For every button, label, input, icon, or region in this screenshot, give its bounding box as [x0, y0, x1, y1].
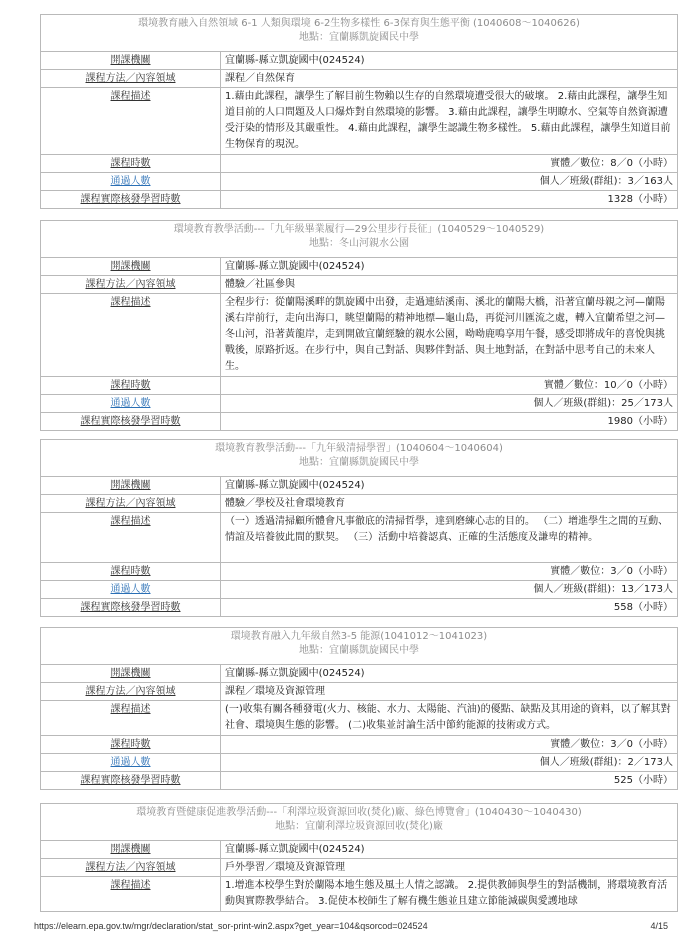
- hours-value: 實體／數位：10／0（小時）: [221, 377, 678, 395]
- org-value: 宜蘭縣-縣立凱旋國中(024524): [221, 258, 678, 276]
- footer-page-number: 4/15: [650, 921, 668, 931]
- desc-label: 課程描述: [41, 513, 221, 563]
- total-label: 課程實際核發學習時數: [41, 191, 221, 209]
- course-record-2: [40, 220, 678, 431]
- course-record-3: [40, 439, 678, 617]
- record-header: [41, 15, 678, 52]
- print-footer: [34, 921, 668, 931]
- method-label: 課程方法／內容領域: [41, 683, 221, 701]
- method-value: 課程／自然保育: [221, 70, 678, 88]
- record-title: 環境教育暨健康促進教學活動---「利澤垃圾資源回收(焚化)廠、綠色博覽會」(1040430～1040430): [136, 807, 582, 818]
- total-label: 課程實際核發學習時數: [41, 599, 221, 617]
- record-header: [41, 804, 678, 841]
- method-label: 課程方法／內容領域: [41, 70, 221, 88]
- hours-label: 課程時數: [41, 736, 221, 754]
- method-label: 課程方法／內容領域: [41, 495, 221, 513]
- record-header: [41, 221, 678, 258]
- org-value: 宜蘭縣-縣立凱旋國中(024524): [221, 52, 678, 70]
- people-value: 個人／班級(群組)：3／163人: [221, 173, 678, 191]
- record-location: 地點：宜蘭縣凱旋國民中學: [299, 457, 419, 468]
- org-label: 開課機關: [41, 258, 221, 276]
- people-link[interactable]: 通過人數: [41, 581, 221, 599]
- org-label: 開課機關: [41, 477, 221, 495]
- record-header: [41, 440, 678, 477]
- method-label: 課程方法／內容領域: [41, 859, 221, 877]
- desc-label: 課程描述: [41, 294, 221, 377]
- desc-value: 全程步行：從蘭陽溪畔的凱旋國中出發，走過連結溪南、溪北的蘭陽大橋，沿著宜蘭母親之河—蘭陽溪右岸前行，走向出海口，眺望蘭陽的精神地標—龜山島，再從河川匯流之處，轉入宜蘭希望之河—冬山河，沿著黃龍岸，走到開啟宜蘭經驗的親水公園，呦呦鹿鳴享用午餐，感受即將成年的喜悅與挑戰後，原路折返。在步行中，與自己對話、與夥伴對話、與土地對話，在對話中思考自己的未來人生。: [221, 294, 678, 377]
- org-label: 開課機關: [41, 52, 221, 70]
- people-link[interactable]: 通過人數: [41, 395, 221, 413]
- desc-value: (一)收集有關各種發電(火力、核能、水力、太陽能、汽油)的優點、缺點及其用途的資料，以了解其對社會、環境與生態的影響。 (二)收集並討論生活中節約能源的技術或方式。: [221, 701, 678, 736]
- course-record-1: [40, 14, 678, 209]
- record-header: [41, 628, 678, 665]
- method-value: 體驗／學校及社會環境教育: [221, 495, 678, 513]
- people-link[interactable]: 通過人數: [41, 173, 221, 191]
- org-value: 宜蘭縣-縣立凱旋國中(024524): [221, 665, 678, 683]
- org-label: 開課機關: [41, 841, 221, 859]
- desc-value: 1.藉由此課程，讓學生了解目前生物賴以生存的自然環境遭受很大的破壞。 2.藉由此課程，讓學生知道目前的人口問題及人口爆炸對自然環境的影響。 3.藉由此課程，讓學生明瞭水、空氣等自然資源遭受汙染的情形及其嚴重性。 4.藉由此課程，讓學生認識生物多樣性。 5.藉由此課程，讓學生知道目前生物保育的現況。: [221, 88, 678, 155]
- desc-label: 課程描述: [41, 88, 221, 155]
- record-location: 地點：冬山河親水公園: [309, 238, 409, 249]
- people-link[interactable]: 通過人數: [41, 754, 221, 772]
- desc-value: 1.增進本校學生對於蘭陽本地生態及風土人情之認識。 2.提供教師與學生的對話機制，將環境教育活動與實際教學結合。 3.促使本校師生了解有機生態並且建立節能減碳與愛護地球: [221, 877, 678, 912]
- hours-label: 課程時數: [41, 563, 221, 581]
- record-title: 環境教育教學活動---「九年級清掃學習」(1040604～1040604): [215, 443, 503, 454]
- total-value: 1328（小時）: [221, 191, 678, 209]
- method-value: 戶外學習／環境及資源管理: [221, 859, 678, 877]
- hours-value: 實體／數位：3／0（小時）: [221, 563, 678, 581]
- footer-url: https://elearn.epa.gov.tw/mgr/declaration/stat_sor-print-win2.aspx?get_year=104&qsorcod=024524: [34, 921, 428, 931]
- hours-label: 課程時數: [41, 155, 221, 173]
- course-record-4: [40, 627, 678, 790]
- hours-value: 實體／數位：3／0（小時）: [221, 736, 678, 754]
- org-value: 宜蘭縣-縣立凱旋國中(024524): [221, 477, 678, 495]
- method-value: 課程／環境及資源管理: [221, 683, 678, 701]
- total-value: 525（小時）: [221, 772, 678, 790]
- record-location: 地點：宜蘭縣凱旋國民中學: [299, 32, 419, 43]
- desc-label: 課程描述: [41, 701, 221, 736]
- hours-label: 課程時數: [41, 377, 221, 395]
- record-location: 地點：宜蘭利澤垃圾資源回收(焚化)廠: [275, 821, 443, 832]
- desc-label: 課程描述: [41, 877, 221, 912]
- record-title: 環境教育融入九年級自然3-5 能源(1041012～1041023): [230, 631, 488, 642]
- org-value: 宜蘭縣-縣立凱旋國中(024524): [221, 841, 678, 859]
- desc-value: （一）透過清掃顧所體會凡事徹底的清掃哲學，達到磨練心志的目的。 （二）增進學生之間的互動、情誼及培養彼此間的默契。 （三）活動中培養認真、正確的生活態度及謙卑的精神。: [221, 513, 678, 563]
- page-bottom-margin: [0, 914, 692, 948]
- record-title: 環境教育融入自然領域 6-1 人類與環境 6-2生物多樣性 6-3保育與生態平衡 (1040608～1040626): [138, 18, 580, 29]
- people-value: 個人／班級(群組)：2／173人: [221, 754, 678, 772]
- total-value: 1980（小時）: [221, 413, 678, 431]
- total-label: 課程實際核發學習時數: [41, 772, 221, 790]
- course-record-5: [40, 803, 678, 912]
- method-label: 課程方法／內容領域: [41, 276, 221, 294]
- record-title: 環境教育教學活動---「九年級畢業履行—29公里步行長征」(1040529～1040529): [173, 224, 545, 235]
- org-label: 開課機關: [41, 665, 221, 683]
- people-value: 個人／班級(群組)：13／173人: [221, 581, 678, 599]
- total-value: 558（小時）: [221, 599, 678, 617]
- record-location: 地點：宜蘭縣凱旋國民中學: [299, 645, 419, 656]
- people-value: 個人／班級(群組)：25／173人: [221, 395, 678, 413]
- total-label: 課程實際核發學習時數: [41, 413, 221, 431]
- hours-value: 實體／數位：8／0（小時）: [221, 155, 678, 173]
- method-value: 體驗／社區參與: [221, 276, 678, 294]
